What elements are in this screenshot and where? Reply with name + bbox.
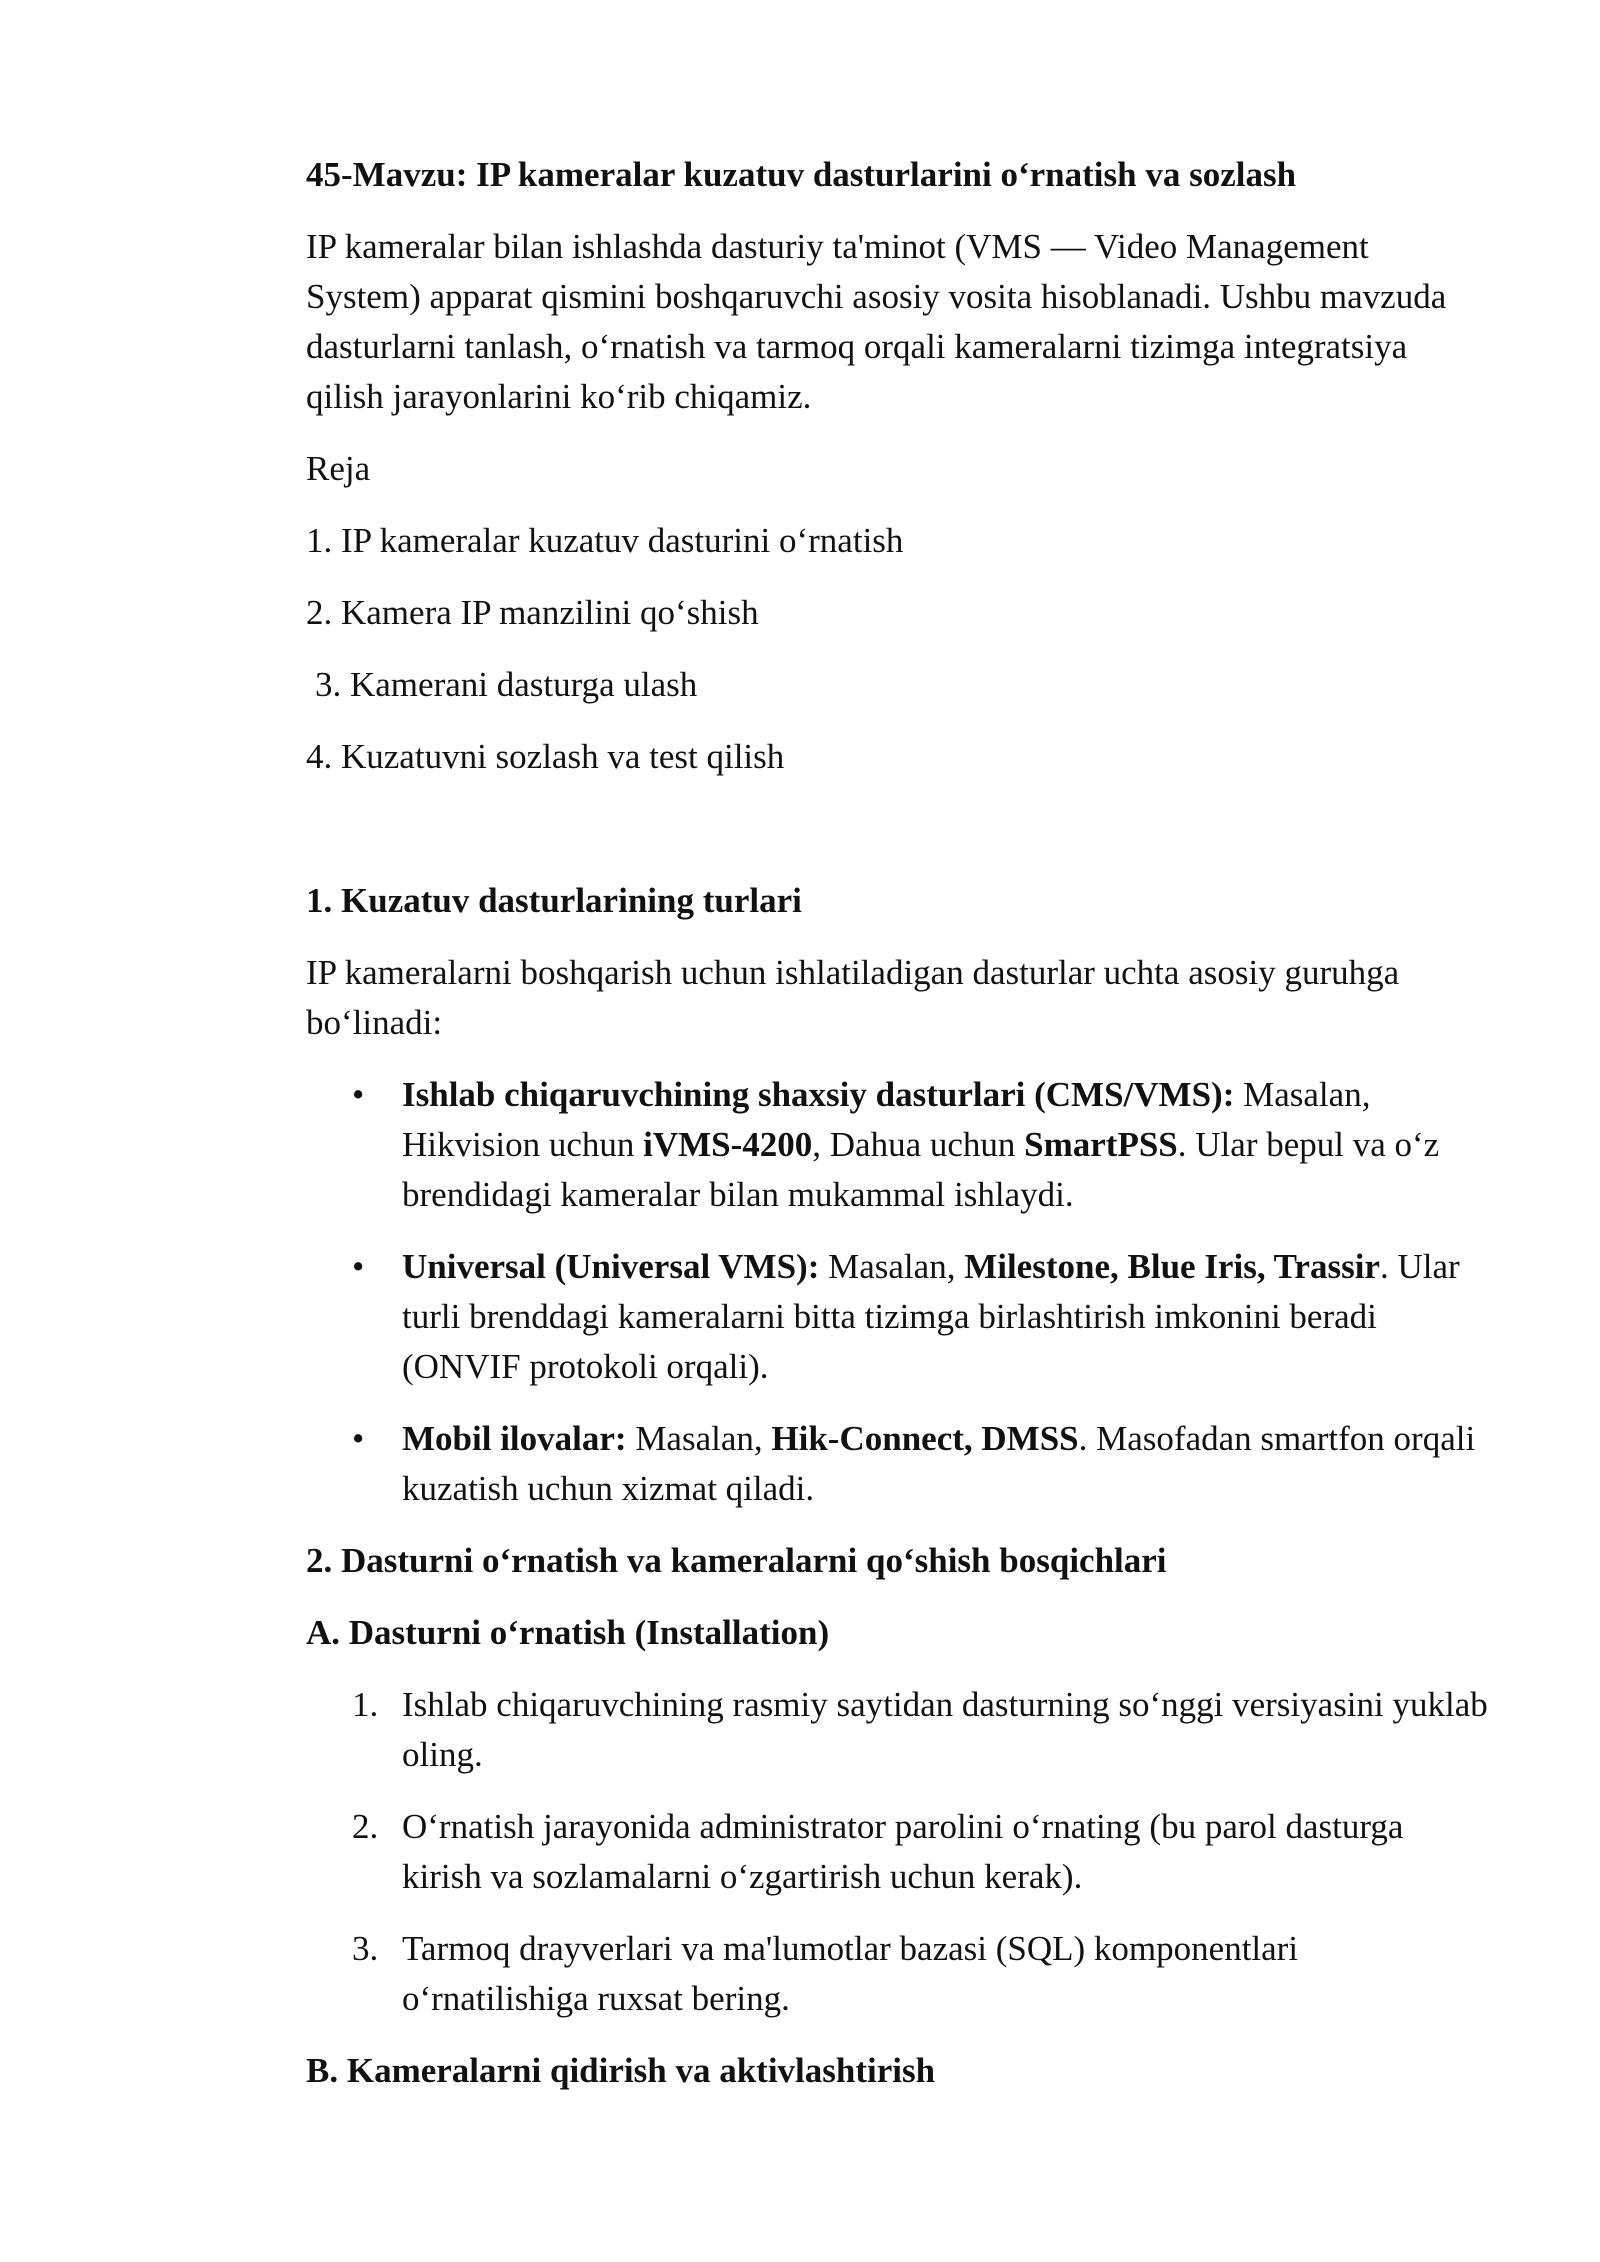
plan-item: 2. Kamera IP manzilini qo‘shish [306, 593, 759, 632]
list-item [306, 1414, 1490, 1514]
item-bold: Hik-Connect, DMSS [771, 1419, 1079, 1458]
item-lead: Ishlab chiqaruvchining shaxsiy dasturlari (CMS/VMS): [402, 1075, 1235, 1114]
intro-paragraph: IP kameralar bilan ishlashda dasturiy ta'minot (VMS — Video Management System) apparat qismini boshqaruvchi asosiy vosita hisoblanadi. Ushbu mavzuda dasturlarni tanlash, o‘rnatish va tarmoq orqali kameralarni tizimga integratsiya qilish jarayonlarini ko‘rib chiqamiz. [306, 227, 1447, 416]
bullet-icon: • [352, 1075, 365, 1114]
item-bold: SmartPSS [1024, 1125, 1178, 1164]
item-lead: Mobil ilovalar: [402, 1419, 627, 1458]
item-text: Masalan, [819, 1247, 965, 1286]
item-text: , Dahua uchun [812, 1125, 1025, 1164]
installation-steps-list [306, 1680, 1490, 2024]
section-1-intro: IP kameralarni boshqarish uchun ishlatiladigan dasturlar uchta asosiy guruhga bo‘linadi: [306, 953, 1400, 1042]
list-item [306, 1070, 1490, 1220]
step-number: 2. [352, 1807, 379, 1846]
document-title: 45-Mavzu: IP kameralar kuzatuv dasturlarini o‘rnatish va sozlash [306, 155, 1297, 194]
plan-item: 4. Kuzatuvni sozlash va test qilish [306, 737, 785, 776]
bullet-icon: • [352, 1247, 365, 1286]
item-text: . Masofadan smartfon orqali kuzatish uchun xizmat qiladi. [402, 1419, 1476, 1508]
step-number: 1. [352, 1685, 379, 1724]
step-number: 3. [352, 1929, 379, 1968]
software-types-list [306, 1070, 1490, 1514]
subsection-a-heading: A. Dasturni o‘rnatish (Installation) [306, 1613, 830, 1652]
step-text: Ishlab chiqaruvchining rasmiy saytidan dasturning so‘nggi versiyasini yuklab oling. [402, 1685, 1488, 1774]
subsection-b-heading: B. Kameralarni qidirish va aktivlashtirish [306, 2051, 936, 2090]
section-2-heading: 2. Dasturni o‘rnatish va kameralarni qo‘shish bosqichlari [306, 1541, 1167, 1580]
item-text: . Ular bepul va o‘z brendidagi kameralar bilan mukammal ishlaydi. [402, 1125, 1440, 1214]
bullet-icon: • [352, 1419, 365, 1458]
plan-label: Reja [306, 449, 371, 488]
step-text: Tarmoq drayverlari va ma'lumotlar bazasi (SQL) komponentlari o‘rnatilishiga ruxsat bering. [402, 1929, 1299, 2018]
plan-item: 1. IP kameralar kuzatuv dasturini o‘rnatish [306, 521, 904, 560]
item-lead: Universal (Universal VMS): [402, 1247, 820, 1286]
list-item [306, 1924, 1490, 2024]
list-item [306, 1802, 1490, 1902]
item-text: Masalan, [626, 1419, 772, 1458]
item-bold: iVMS-4200 [643, 1125, 813, 1164]
item-text: . Ular turli brenddagi kameralarni bitta tizimga birlashtirish imkonini beradi (ONVIF protokoli orqali). [402, 1247, 1460, 1386]
list-item [306, 1680, 1490, 1780]
item-text: Masalan, Hikvision uchun [402, 1075, 1371, 1164]
step-text: O‘rnatish jarayonida administrator parolini o‘rnating (bu parol dasturga kirish va sozlamalarni o‘zgartirish uchun kerak). [402, 1807, 1404, 1896]
item-bold: Milestone, Blue Iris, Trassir [964, 1247, 1380, 1286]
section-1-heading: 1. Kuzatuv dasturlarining turlari [306, 881, 802, 920]
plan-item: 3. Kamerani dasturga ulash [315, 665, 698, 704]
list-item [306, 1242, 1490, 1392]
